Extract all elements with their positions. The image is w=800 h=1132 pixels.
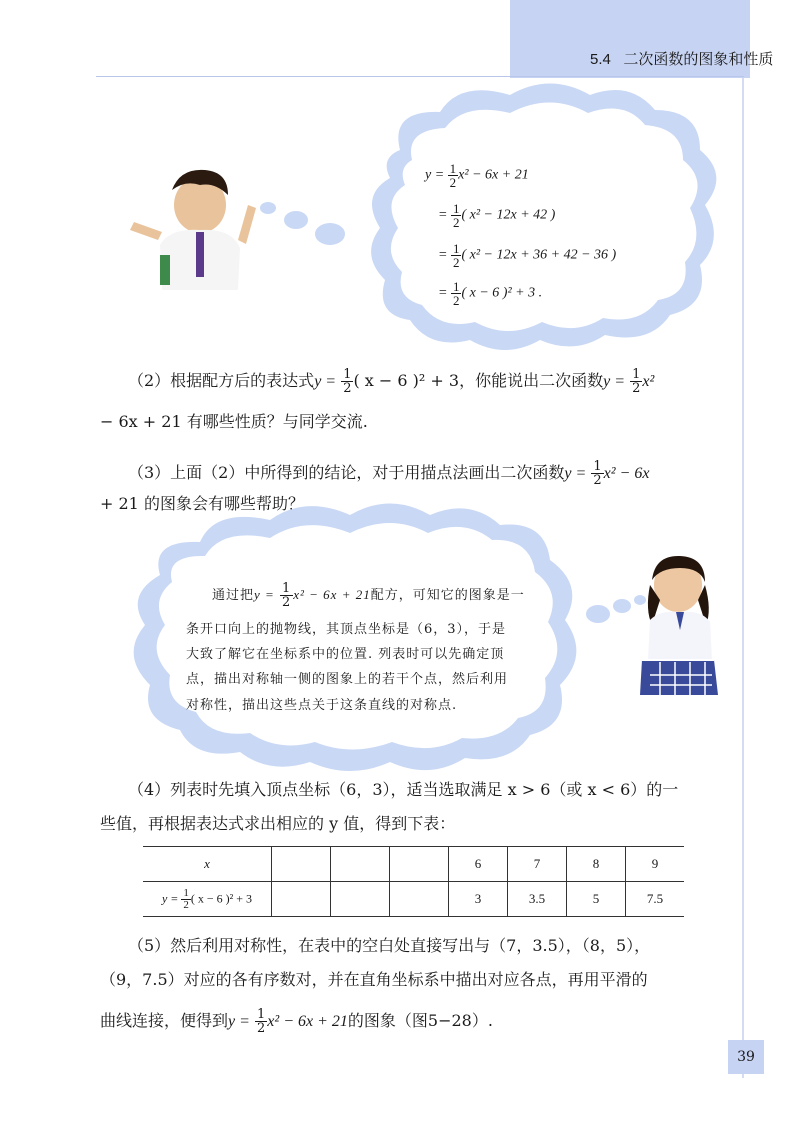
table-row-x	[143, 847, 684, 882]
paragraph-4-line-2: 些值，再根据表达式求出相应的 y 值，得到下表：	[100, 814, 456, 833]
line4-rest: ( x − 6 )² + 3 .	[461, 285, 543, 301]
p3-text: （3）上面（2）中所得到的结论，对于用描点法画出二次函数	[128, 463, 565, 482]
table-cell	[272, 847, 331, 882]
values-table	[143, 846, 684, 917]
table-cell	[331, 847, 390, 882]
p5-post: 的图象（图5−28）.	[347, 1011, 493, 1030]
frac-denominator: 2	[452, 255, 460, 270]
table-cell	[390, 847, 449, 882]
paragraph-3-line-1: （3）上面（2）中所得到的结论，对于用描点法画出二次函数y = $\frac{1}{2}$ x² − 6x	[128, 459, 650, 488]
p5-expr-post: x² − 6x + 21	[267, 1013, 348, 1030]
cloud2-line-1: 通过把y = $\frac{1}{2}$ x² − 6x + 21配方，可知它的图象是一	[212, 581, 525, 610]
p2-text: （2）根据配方后的表达式	[128, 371, 315, 390]
girl-illustration	[640, 556, 718, 695]
line1-lhs: y =	[425, 167, 445, 183]
table-header-x: x	[204, 856, 210, 871]
frac-numerator: 1	[452, 201, 460, 216]
section-title: 二次函数的图象和性质	[623, 51, 774, 68]
line2-rest: ( x² − 12x + 42 )	[461, 207, 556, 223]
cloud2-post: 配方，可知它的图象是一	[370, 588, 525, 603]
table-cell: 5	[567, 882, 626, 917]
paragraph-2-line-1: （2）根据配方后的表达式y = $\frac{1}{2}$ ( x − 6 )² + 3，你能说出二次函数y = $\frac{1}{2}$ x²	[128, 367, 655, 396]
page-number: 39	[728, 1040, 764, 1074]
frac-numerator: 1	[452, 279, 460, 294]
derivation-line-4: = $\frac{1}{2}$ ( x − 6 )² + 3 .	[438, 279, 543, 308]
cloud2-expr-post: x² − 6x + 21	[293, 587, 371, 602]
frac-denominator: 2	[452, 293, 460, 308]
derivation-line-3: = $\frac{1}{2}$ ( x² − 12x + 36 + 42 − 36 )	[438, 241, 617, 270]
table-cell: 8	[567, 847, 626, 882]
derivation-line-1	[425, 162, 529, 189]
p3-expr-post: x² − 6x	[603, 465, 650, 482]
table-header-y: y = $\frac{1}{2}$ ( x − 6 )² + 3	[161, 886, 253, 911]
frac-numerator: 1	[452, 241, 460, 256]
p5-pre: 曲线连接，便得到	[100, 1011, 229, 1030]
paragraph-5-line-3	[100, 1008, 493, 1035]
thought-cloud-2-shape	[134, 504, 646, 772]
derivation-line-2: = $\frac{1}{2}$ ( x² − 12x + 42 )	[438, 201, 556, 230]
frac-denominator: 2	[452, 215, 460, 230]
frac-denominator: 2	[449, 175, 457, 190]
line1-rest: x² − 6x + 21	[458, 167, 529, 183]
paragraph-2-line-2: − 6x + 21 有哪些性质？与同学交流.	[100, 412, 368, 431]
cloud2-line-2: 条开口向上的抛物线，其顶点坐标是（6，3），于是	[186, 622, 507, 637]
y-header-pre: y =	[161, 890, 179, 905]
table-cell: 3	[449, 882, 508, 917]
cloud2-pre: 通过把	[212, 588, 255, 603]
boy-illustration	[130, 170, 256, 290]
line3-rest: ( x² − 12x + 36 + 42 − 36 )	[461, 247, 617, 263]
frac-denominator: 2	[257, 1021, 266, 1036]
table-cell: 7	[508, 847, 567, 882]
paragraph-3-line-2: + 21 的图象会有哪些帮助？	[100, 494, 304, 513]
cloud2-line-3: 大致了解它在坐标系中的位置. 列表时可以先确定顶	[186, 647, 505, 662]
paragraph-5-line-1: （5）然后利用对称性，在表中的空白处直接写出与（7，3.5），（8，5），	[128, 936, 651, 955]
cloud2-expr-pre: y =	[254, 587, 275, 602]
p3-expr-pre: y =	[564, 465, 587, 482]
p2-expr2-post: x²	[642, 373, 655, 390]
table-row-y	[143, 882, 684, 917]
paragraph-5-line-2: （9，7.5）对应的各有序数对，并在直角坐标系中描出对应各点，再用平滑的	[100, 970, 648, 989]
table-cell: 6	[449, 847, 508, 882]
frac-numerator: 1	[449, 161, 457, 176]
table-cell	[331, 882, 390, 917]
table-cell: 3.5	[508, 882, 567, 917]
table-cell: 7.5	[626, 882, 685, 917]
cloud2-line-5: 对称性，描出这些点关于这条直线的对称点.	[186, 698, 458, 713]
table-cell	[272, 882, 331, 917]
table-cell: 9	[626, 847, 685, 882]
frac-numerator: 1	[257, 1007, 266, 1022]
paragraph-4-line-1: （4）列表时先填入顶点坐标（6，3），适当选取满足 x > 6（或 x < 6）的一	[128, 780, 679, 799]
cloud2-line-4: 点，描出对称轴一侧的图象上的若干个点，然后利用	[186, 672, 509, 687]
y-header-post: ( x − 6 )² + 3	[190, 890, 253, 905]
p2-expr1-post: ( x − 6 )² + 3，你能说出二次函数	[353, 371, 604, 390]
p5-expr-pre: y =	[228, 1013, 250, 1030]
section-number: 5.4	[590, 51, 611, 68]
p2-expr2-pre: y =	[603, 373, 625, 390]
table-cell	[390, 882, 449, 917]
p2-expr1-pre: y =	[314, 373, 337, 390]
